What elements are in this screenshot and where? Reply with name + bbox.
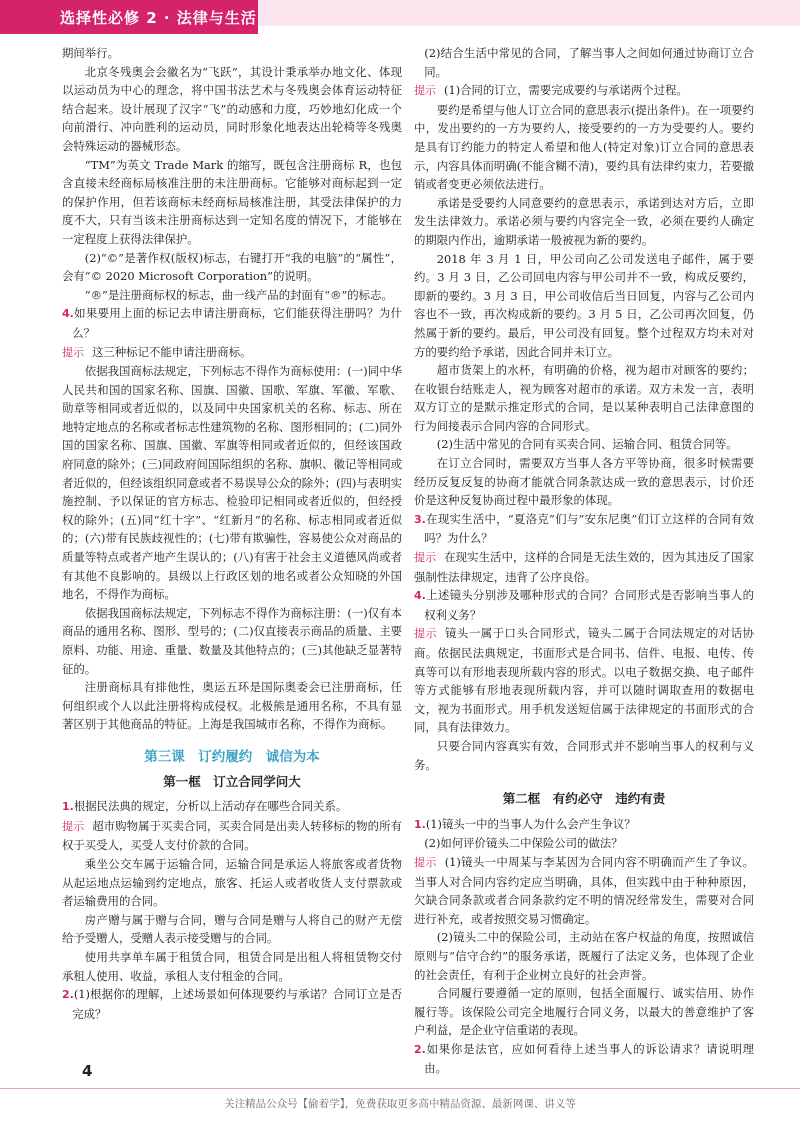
- question-number: 1.: [62, 800, 74, 814]
- paragraph: 使用共享单车属于租赁合同，租赁合同是出租人将租赁物交付承租人使用、收益，承租人支付租金的合同。: [62, 949, 402, 983]
- tip-label: 提示: [414, 551, 437, 565]
- right-column: [414, 44, 754, 1078]
- paragraph: (2)镜头二中的保险公司，主动站在客户权益的角度，按照诚信原则与“信守合约”的服务承诺，既履行了法定义务，也体现了企业的社会责任，有利于企业树立良好的社会声誉。: [414, 930, 754, 982]
- answer: [414, 81, 754, 101]
- header-band: [258, 0, 800, 34]
- paragraph: 期间举行。: [62, 46, 119, 60]
- paragraph: 在订立合同时，需要双方当事人各方平等协商，很多时候需要经历反复反复的协商才能就合同条款达成一致的意思表示，讨价还价是这种反复协商过程中最形象的体现。: [414, 456, 754, 508]
- paragraph: 乘坐公交车属于运输合同，运输合同是承运人将旅客或者货物从起运地点运输到约定地点，旅客、托运人或者收货人支付票款或者运输费用的合同。: [62, 856, 402, 909]
- question-number: 4.: [62, 307, 74, 321]
- paragraph: 超市货架上的水杯，有明确的价格，视为超市对顾客的要约；在收银台结账走人，视为顾客对超市的承诺。双方未发一言，表明双方订立的是默示推定形式的合同，是以某种表明自己法律意图的行为间接表示合同内容的合同形式。: [414, 363, 754, 433]
- paragraph: 注册商标具有排他性，奥运五环是国际奥委会已注册商标，任何组织或个人以此注册将构成侵权。北极熊是通用名称，不具有显著区别于其他商品的特征。上海是我国城市名称，不得作为商标。: [62, 680, 402, 732]
- question-2: [414, 1040, 754, 1078]
- paragraph: 依据我国商标法规定，下列标志不得作为商标使用：(一)同中华人民共和国的国家名称、国旗、国徽、国歌、军旗、军徽、军歌、勋章等相同或者近似的，以及同中央国家机关的名称、标志、所在地特定地点的名称或者标志性建筑物的名称、图形相同的；(二)同外国的国家名称、国旗、国徽、军旗等相同或者近似的，但经该国政府同意的除外；(三)同政府间国际组织的名称、旗帜、徽记等相同或者近似的，但经该组织同意或者不易误导公众的除外；(四)与表明实施控制、予以保证的官方标志、检验印记相同或者近似的，但经授权的除外；(五)同“红十字”、“红新月”的名称、标志相同或者近似的；(六)带有民族歧视性的；(七)带有欺骗性，容易使公众对商品的质量等特点或者产地产生误认的；(八)有害于社会主义道德风尚或者有其他不良影响的。县级以上行政区划的地名或者公众知晓的外国地名，不得作为商标。: [62, 364, 402, 602]
- paragraph: 房产赠与属于赠与合同，赠与合同是赠与人将自己的财产无偿给予受赠人，受赠人表示接受赠与的合同。: [62, 912, 402, 946]
- paragraph: “TM”为英文 Trade Mark 的缩写，既包含注册商标 R，也包含直接未经商标局核准注册的未注册商标。它能够对商标起到一定的保护作用，但若该商标未经商标局核准注册，其受法律保护的力度不大，只有当该未注册商标达到一定知名度的情况下，才能够在一定程度上获得法律保护。: [62, 157, 402, 246]
- paragraph: “®”是注册商标权的标志，曲一线产品的封面有“®”的标志。: [84, 287, 393, 302]
- section-title: 第一框 订立合同学问大: [163, 773, 301, 789]
- question-text: 如果要用上面的标记去申请注册商标，它们能获得注册吗？为什么？: [72, 306, 402, 340]
- lesson-title: 第三课 订约履约 诚信为本: [144, 748, 320, 765]
- answer-text: 镜头一属于口头合同形式，镜头二属于合同法规定的对话协商。依据民法典规定，书面形式是合同书、信件、电报、电传、传真等可以有形地表现所载内容的形式。以电子数据交换、电子邮件等方式能够有形地表现所载内容，并可以随时调取查用的数据电文，视为书面形式。用手机发送短信属于法律规定的书面形式的合同，具有法律效力。: [414, 626, 754, 735]
- section-title: 第二框 有约必守 违约有责: [502, 791, 666, 807]
- paragraph: 2018 年 3 月 1 日，甲公司向乙公司发送电子邮件，属于要约。3 月 3 日，乙公司回电内容与甲公司并不一致，构成反要约，即新的要约。3 月 3 日，甲公司收信后当日回复，内容与乙公司内容也不一致，再次构成新的要约。3 月 5 日，乙公司再次回复，仍然属于新的要约。最后，甲公司没有回复。整个过程双方均未对对方的要约给予承诺，因此合同并未订立。: [414, 251, 754, 359]
- answer: [414, 548, 754, 586]
- tip-label: 提示: [414, 627, 438, 641]
- answer-text: 超市购物属于买卖合同，买卖合同是出卖人转移标的物的所有权于买受人，买受人支付价款的合同。: [62, 818, 402, 853]
- footer-text: 关注精品公众号【偷着学】，免费获取更多高中精品资源、最新网课、讲义等: [224, 1098, 576, 1110]
- question-2: [62, 985, 402, 1023]
- question-number: 2.: [414, 1042, 426, 1056]
- question-4: [62, 304, 402, 342]
- question-number: 2.: [62, 988, 74, 1002]
- question-number: 1.: [414, 817, 426, 831]
- paragraph: 合同履行要遵循一定的原则，包括全面履行、诚实信用、协作履行等。该保险公司完全地履行合同义务，以最大的善意维护了客户利益，是企业守信重诺的表现。: [414, 986, 754, 1038]
- tip-label: 提示: [414, 855, 437, 869]
- paragraph: 依据我国商标法规定，下列标志不得作为商标注册：(一)仅有本商品的通用名称、图形、型号的；(二)仅直接表示商品的质量、主要原料、功能、用途、重量、数量及其他特点的；(三)其他缺乏显著特征的。: [62, 605, 402, 676]
- question-text: 在现实生活中，“夏洛克”们与“安东尼奥”们订立这样的合同有效吗？为什么？: [424, 511, 754, 546]
- answer-text: 这三种标记不能申请注册商标。: [92, 344, 252, 359]
- answer-text: (1)合同的订立，需要完成要约与承诺两个过程。: [444, 83, 688, 98]
- answer-text: (1)镜头一中周某与李某因为合同内容不明确而产生了争议。当事人对合同内容约定应当明确，具体，但实践中由于种种原因，欠缺合同条款或者合同条款约定不明的情况经常发生，需要对合同进行补充，或者按照交易习惯确定。: [414, 854, 755, 926]
- question-text: (2)结合生活中常见的合同，了解当事人之间如何通过协商订立合同。: [424, 46, 754, 79]
- left-column: [62, 44, 402, 1023]
- question-text: 上述镜头分别涉及哪种形式的合同？合同形式是否影响当事人的权利义务？: [424, 588, 754, 622]
- question-text: 如果你是法官，应如何看待上述当事人的诉讼请求？请说明理由。: [424, 1041, 754, 1076]
- question-text: 根据民法典的规定，分析以上活动存在哪些合同关系。: [73, 799, 348, 814]
- page-number: 4: [82, 1062, 93, 1080]
- paragraph: 承诺是受要约人同意要约的意思表示，承诺到达对方后，立即发生法律效力。承诺必须与要约内容完全一致，必须在要约人确定的期限内作出，逾期承诺一般被视为新的要约。: [414, 195, 754, 247]
- paragraph: (2)生活中常见的合同有买卖合同、运输合同、租赁合同等。: [436, 437, 738, 452]
- question-text: (2)如何评价镜头二中保险公司的做法？: [424, 836, 623, 851]
- question-text: (1)根据你的理解，上述场景如何体现要约与承诺？合同订立是否完成？: [72, 987, 402, 1021]
- paragraph: (2)“©”是著作权(版权)标志，右键打开“我的电脑”的“属性”，会有“© 2020 Microsoft Corporation”的说明。: [62, 250, 402, 284]
- answer: [62, 817, 402, 855]
- question-number: 3.: [414, 512, 426, 526]
- question-1: [414, 815, 754, 835]
- tip-label: 提示: [62, 345, 84, 359]
- page-header-title: 选择性必修 2 · 法律与生活: [60, 9, 257, 27]
- answer: [62, 343, 402, 363]
- question-text: (1)镜头一中的当事人为什么会产生争议？: [425, 816, 636, 831]
- answer-text: 在现实生活中，这样的合同是无法生效的，因为其违反了国家强制性法律规定，违背了公序良俗。: [414, 550, 754, 584]
- question-number: 4.: [414, 589, 426, 603]
- paragraph: 要约是希望与他人订立合同的意思表示(提出条件)。在一项要约中，发出要约的一方为要约人，接受要约的一方为受要约人。要约是具有订约能力的特定人希望和他人(特定对象)订立合同的意思表示，内容具体而明确(不能含糊不清)，要约具有法律约束力，若要撤销或者变更必须依法进行。: [414, 102, 754, 192]
- answer: [414, 853, 754, 928]
- question-1: [62, 797, 402, 817]
- paragraph: 只要合同内容真实有效，合同形式并不影响当事人的权利与义务。: [414, 738, 754, 772]
- tip-label: 提示: [414, 84, 436, 98]
- question-4: [414, 586, 754, 624]
- question-3: [414, 510, 754, 548]
- tip-label: 提示: [62, 819, 85, 833]
- footer-divider: [0, 1088, 800, 1089]
- paragraph: 北京冬残奥会会徽名为“飞跃”，其设计秉承举办地文化、体现以运动员为中心的理念，将中国书法艺术与冬残奥会体育运动特征结合起来。设计展现了汉字“飞”的动感和力度，巧妙地幻化成一个向前滑行、冲向胜利的运动员，同时形象化地表达出轮椅等冬残奥会特殊运动的器械形态。: [62, 64, 402, 153]
- answer: [414, 624, 754, 737]
